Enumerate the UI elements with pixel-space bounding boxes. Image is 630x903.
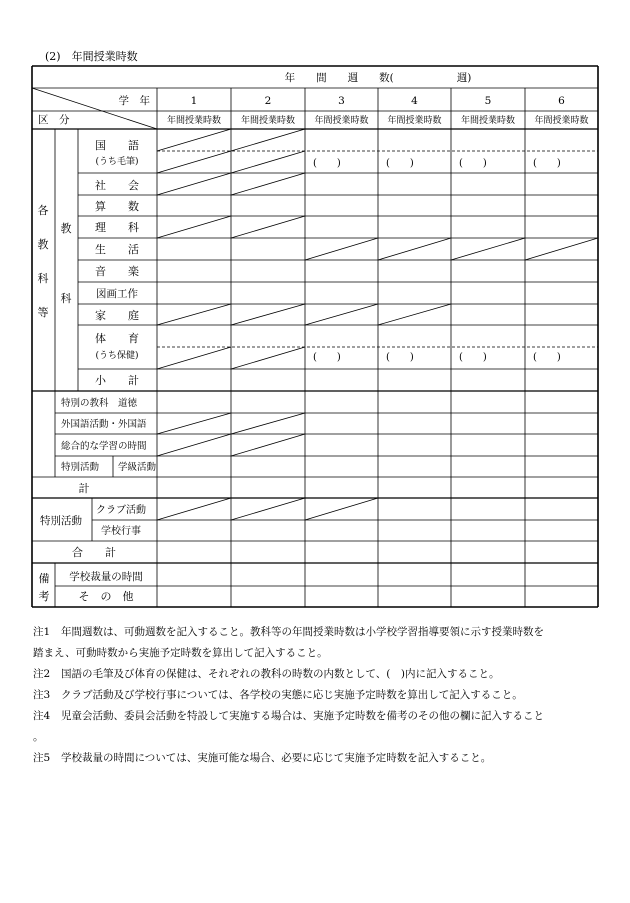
na-diagonal [157, 151, 231, 173]
grade-5-header: 5 [484, 95, 492, 107]
na-diagonal [231, 304, 305, 325]
na-diagonal [525, 238, 598, 260]
grade-1-header: 1 [190, 95, 198, 107]
subject-ongaku: 音 楽 [95, 265, 139, 278]
na-diagonal [157, 347, 231, 369]
note-text: 国語の毛筆及び体育の保健は、それぞれの教科の時数の内数として、( )内に記入すること。 [61, 668, 500, 680]
paren-taiiku-5: ( ) [459, 352, 487, 363]
na-diagonal [305, 238, 378, 260]
subject-kokugo-moji: (うち毛筆) [95, 157, 139, 167]
note-number: 注4 [33, 710, 51, 722]
note-5 [33, 748, 608, 769]
note-text: 年間週数は、可動週数を記入すること。教科等の年間授業時数は小学校学習指導要領に示す授業時数を [61, 626, 544, 638]
grade-3-header: 3 [338, 95, 345, 107]
na-diagonal [231, 498, 305, 520]
subject-rika: 理 科 [95, 221, 139, 234]
na-diagonal [305, 498, 378, 520]
na-diagonal [231, 434, 305, 456]
paren-taiiku-6: ( ) [533, 352, 561, 363]
paren-kokugo-4: ( ) [386, 158, 414, 169]
row-sougou: 総合的な学習の時間 [61, 441, 147, 452]
na-diagonal [157, 304, 231, 325]
na-diagonal [157, 216, 231, 238]
row-sairyou: 学校裁量の時間 [69, 571, 143, 583]
na-diagonal [231, 129, 305, 151]
grade-3-subheader: 年間授業時数 [314, 116, 369, 126]
note-2 [33, 664, 608, 685]
na-diagonal [157, 498, 231, 520]
header-kubun: 区 分 [38, 114, 70, 126]
grade-6-header: 6 [558, 95, 565, 107]
na-diagonal [231, 173, 305, 195]
na-diagonal [157, 434, 231, 456]
na-diagonal [157, 173, 231, 195]
paren-taiiku-3: ( ) [313, 352, 341, 363]
row-club: クラブ活動 [96, 505, 146, 516]
na-diagonal [305, 304, 378, 325]
row-sonota: そ の 他 [78, 590, 134, 603]
paren-kokugo-6: ( ) [533, 158, 561, 169]
na-diagonal [157, 129, 231, 151]
grade-4-subheader: 年間授業時数 [387, 116, 442, 126]
note-continuation: 踏まえ、可動時数から実施予定時数を算出して記入すること。 [33, 647, 328, 659]
row-gaikoku: 外国語活動・外国語 [61, 419, 147, 430]
na-diagonal [231, 413, 305, 434]
grade-4-header: 4 [411, 95, 418, 107]
na-diagonal [231, 347, 305, 369]
subject-kokugo: 国 語 [95, 139, 139, 152]
note-number: 注5 [33, 752, 51, 764]
grade-5-subheader: 年間授業時数 [460, 116, 516, 126]
note-text: クラブ活動及び学校行事については、各学校の実態に応じ実施予定時数を算出して記入すること。 [61, 689, 523, 701]
na-diagonal [231, 151, 305, 173]
subject-seikatsu: 生 活 [95, 243, 139, 256]
grade-2-header: 2 [264, 95, 272, 107]
note-continuation: 。 [33, 731, 44, 743]
row-tokkatsu: 特別活動 [61, 462, 100, 473]
row-bikou: 備考 [38, 572, 50, 603]
subject-sansu: 算 数 [95, 200, 139, 213]
weeks-header: 年 間 週 数( 週) [284, 72, 472, 84]
note-3 [33, 685, 608, 706]
paren-kokugo-3: ( ) [313, 158, 341, 169]
na-diagonal [378, 304, 451, 325]
note-text: 児童会活動、委員会活動を特設して実施する場合は、実施予定時数を備考のその他の欄に記入すること [61, 710, 544, 722]
subject-katei: 家 庭 [95, 309, 139, 322]
group-kaku-label: 各教科等 [37, 204, 49, 319]
note-number: 注2 [33, 668, 51, 680]
notes-section [33, 622, 608, 769]
paren-taiiku-4: ( ) [386, 352, 414, 363]
subject-taiiku: 体 育 [95, 332, 139, 345]
row-goukei: 合 計 [72, 546, 116, 559]
subject-zuga: 図画工作 [96, 288, 138, 300]
subject-shakai: 社 会 [95, 179, 139, 192]
subject-taiiku-hoken: (うち保健) [95, 351, 139, 361]
header-grade: 学 年 [118, 95, 150, 107]
section-heading: (2) 年間授業時数 [45, 50, 138, 63]
row-doutoku: 特別の教科 道徳 [61, 398, 138, 409]
note-number: 注1 [33, 626, 51, 638]
grade-1-subheader: 年間授業時数 [166, 116, 222, 126]
subject-shokei: 小 計 [95, 374, 139, 387]
row-kei: 計 [78, 482, 90, 495]
grade-2-subheader: 年間授業時数 [240, 116, 296, 126]
row-gakkyu: 学級活動 [118, 462, 157, 473]
note-text: 学校裁量の時間については、実施可能な場合、必要に応じて実施予定時数を記入すること。 [61, 752, 492, 764]
na-diagonal [451, 238, 525, 260]
group-kyouka-label: 教科 [60, 222, 72, 305]
note-4 [33, 706, 608, 727]
grade-6-subheader: 年間授業時数 [534, 116, 589, 126]
note-1 [33, 622, 608, 643]
row-tokubetsu: 特別活動 [40, 515, 82, 527]
na-diagonal [231, 216, 305, 238]
row-gyouji: 学校行事 [101, 526, 141, 537]
note-number: 注3 [33, 689, 51, 701]
paren-kokugo-5: ( ) [459, 158, 487, 169]
na-diagonal [157, 413, 231, 434]
na-diagonal [378, 238, 451, 260]
